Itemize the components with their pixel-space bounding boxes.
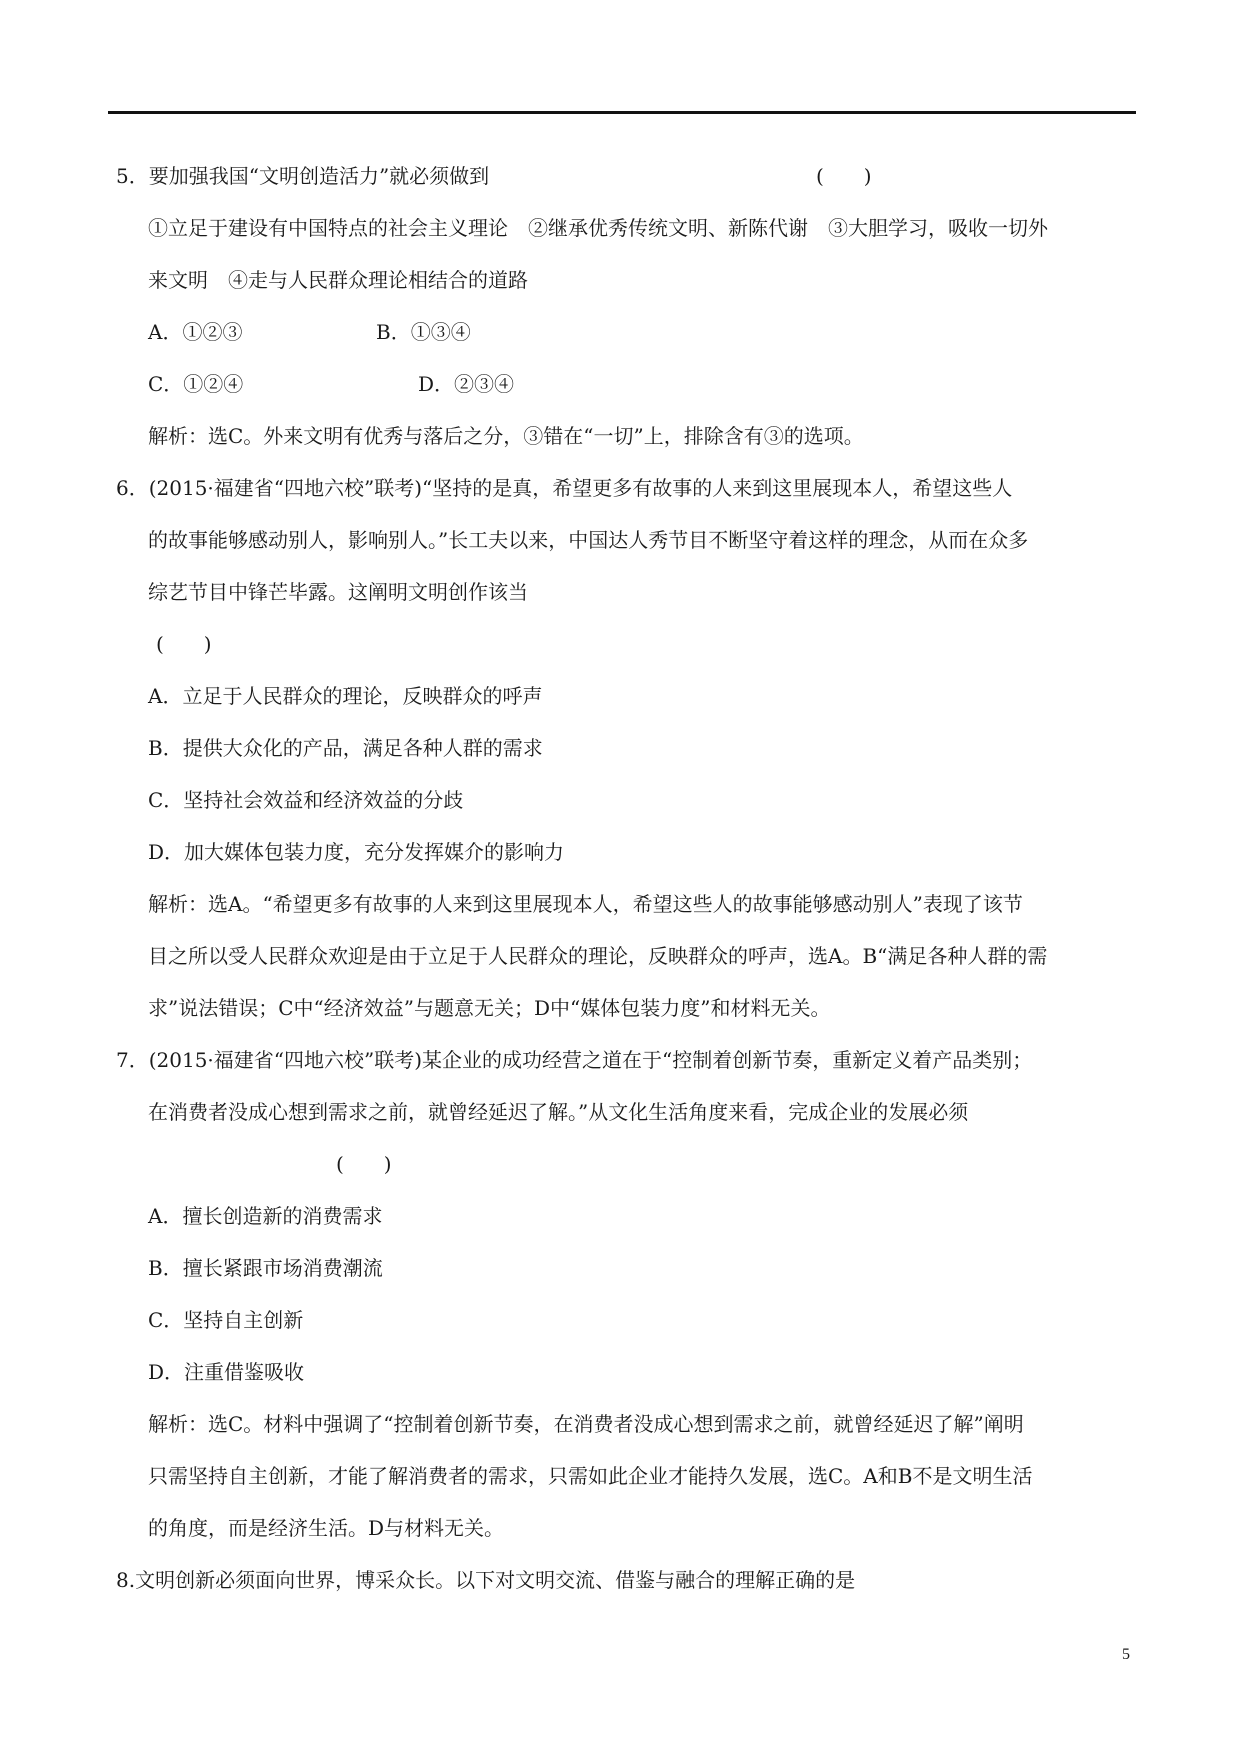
q5-items-line1: ①立足于建设有中国特点的社会主义理论 ②继承优秀传统文明、新陈代谢 ③大胆学习，吸收一切外 bbox=[148, 216, 1048, 240]
header-rule bbox=[108, 111, 1136, 114]
q6-stem-line2: 的故事能够感动别人，影响别人。”长工夫以来，中国达人秀节目不断坚守着这样的理念，从而在众多 bbox=[148, 528, 1029, 552]
q5-answer-paren: ( ) bbox=[816, 164, 872, 188]
q6-option-a: A．立足于人民群众的理论，反映群众的呼声 bbox=[148, 684, 543, 708]
q7-option-b: B．擅长紧跟市场消费潮流 bbox=[148, 1256, 383, 1280]
q7-stem-line2: 在消费者没成心想到需求之前，就曾经延迟了解。”从文化生活角度来看，完成企业的发展必须 bbox=[148, 1100, 969, 1124]
q6-option-b: B．提供大众化的产品，满足各种人群的需求 bbox=[148, 736, 543, 760]
q6-analysis-line3: 求”说法错误；C中“经济效益”与题意无关；D中“媒体包装力度”和材料无关。 bbox=[148, 996, 831, 1020]
q5-stem: 5．要加强我国“文明创造活力”就必须做到 bbox=[116, 164, 490, 188]
q7-stem-line1: 7．(2015·福建省“四地六校”联考)某企业的成功经营之道在于“控制着创新节奏，重新定义着产品类别； bbox=[116, 1048, 1033, 1072]
q6-stem-line1: 6．(2015·福建省“四地六校”联考)“坚持的是真，希望更多有故事的人来到这里展现本人，希望这些人 bbox=[116, 476, 1013, 500]
q6-option-d: D．加大媒体包装力度，充分发挥媒介的影响力 bbox=[148, 840, 565, 864]
q6-option-c: C．坚持社会效益和经济效益的分歧 bbox=[148, 788, 464, 812]
page-number: 5 bbox=[1122, 1646, 1130, 1663]
q8-stem: 8.文明创新必须面向世界，博采众长。以下对文明交流、借鉴与融合的理解正确的是 bbox=[116, 1568, 856, 1592]
q5-option-b: B．①③④ bbox=[376, 320, 471, 344]
q7-option-d: D．注重借鉴吸收 bbox=[148, 1360, 305, 1384]
q6-stem-line3: 综艺节目中锋芒毕露。这阐明文明创作该当 bbox=[148, 580, 528, 604]
q7-analysis-line3: 的角度，而是经济生活。D与材料无关。 bbox=[148, 1516, 505, 1540]
q7-answer-paren: ( ) bbox=[336, 1152, 392, 1176]
q7-analysis-line2: 只需坚持自主创新，才能了解消费者的需求，只需如此企业才能持久发展，选C。A和B不是文明生活 bbox=[148, 1464, 1033, 1488]
q6-analysis-line2: 目之所以受人民群众欢迎是由于立足于人民群众的理论，反映群众的呼声，选A。B“满足各种人群的需 bbox=[148, 944, 1048, 968]
q5-option-a: A．①②③ bbox=[148, 320, 243, 344]
q7-option-c: C．坚持自主创新 bbox=[148, 1308, 304, 1332]
q5-option-c: C．①②④ bbox=[148, 372, 244, 396]
q7-analysis-line1: 解析：选C。材料中强调了“控制着创新节奏，在消费者没成心想到需求之前，就曾经延迟了解”阐明 bbox=[148, 1412, 1024, 1436]
q6-answer-paren: ( ) bbox=[156, 632, 212, 656]
q5-option-d: D．②③④ bbox=[418, 372, 515, 396]
q7-option-a: A．擅长创造新的消费需求 bbox=[148, 1204, 383, 1228]
q5-analysis: 解析：选C。外来文明有优秀与落后之分，③错在“一切”上，排除含有③的选项。 bbox=[148, 424, 864, 448]
q5-items-line2: 来文明 ④走与人民群众理论相结合的道路 bbox=[148, 268, 528, 292]
q6-analysis-line1: 解析：选A。“希望更多有故事的人来到这里展现本人，希望这些人的故事能够感动别人”表现了该节 bbox=[148, 892, 1023, 916]
